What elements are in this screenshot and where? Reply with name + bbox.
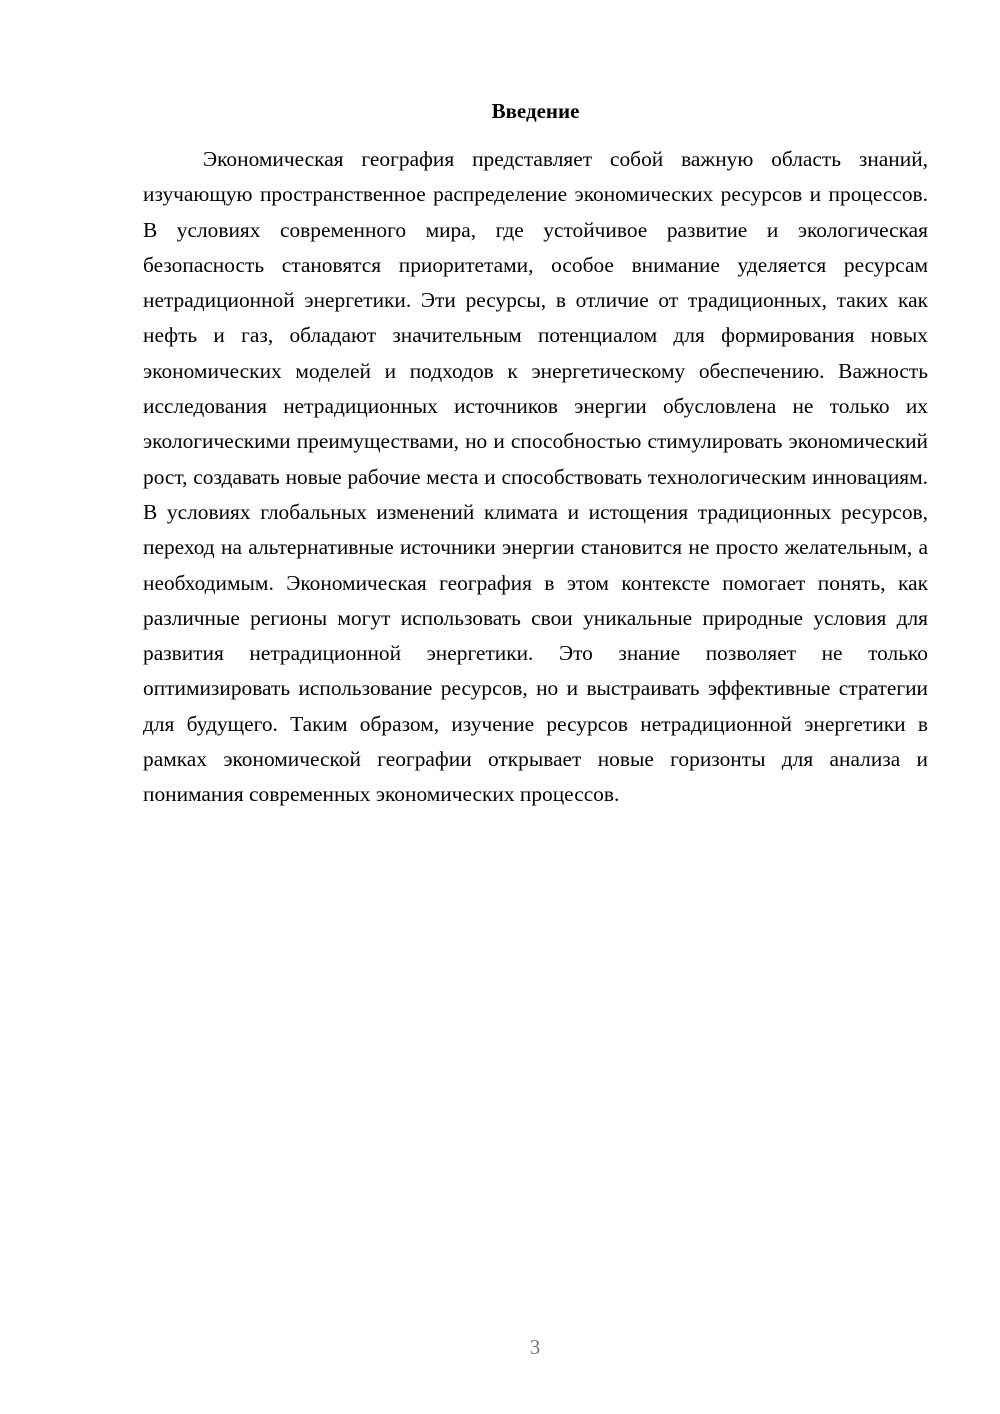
page-number: 3	[529, 1335, 541, 1359]
page-title: Введение	[491, 99, 580, 123]
body-paragraph: Экономическая география представляет собой важную область знаний, изучающую пространственное распределение экономических ресурсов и процессов. В условиях современного мира, где устойчивое развитие и экологическая безопасность становятся приоритетами, особое внимание уделяется ресурсам нетрадиционной энергетики. Эти ресурсы, в отличие от традиционных, таких как нефть и газ, обладают значительным потенциалом для формирования новых экономических моделей и подходов к энергетическому обеспечению. Важность исследования нетрадиционных источников энергии обусловлена не только их экологическими преимуществами, но и способностью стимулировать экономический рост, создавать новые рабочие места и способствовать технологическим инновациям. В условиях глобальных изменений климата и истощения традиционных ресурсов, переход на альтернативные источники энергии становится не просто желательным, а необходимым. Экономическая география в этом контексте помогает понять, как различные регионы могут использовать свои уникальные природные условия для развития нетрадиционной энергетики. Это знание позволяет не только оптимизировать использование ресурсов, но и выстраивать эффективные стратегии для будущего. Таким образом, изучение ресурсов нетрадиционной энергетики в рамках экономической географии открывает новые горизонты для анализа и понимания современных экономических процессов.	[143, 147, 928, 807]
